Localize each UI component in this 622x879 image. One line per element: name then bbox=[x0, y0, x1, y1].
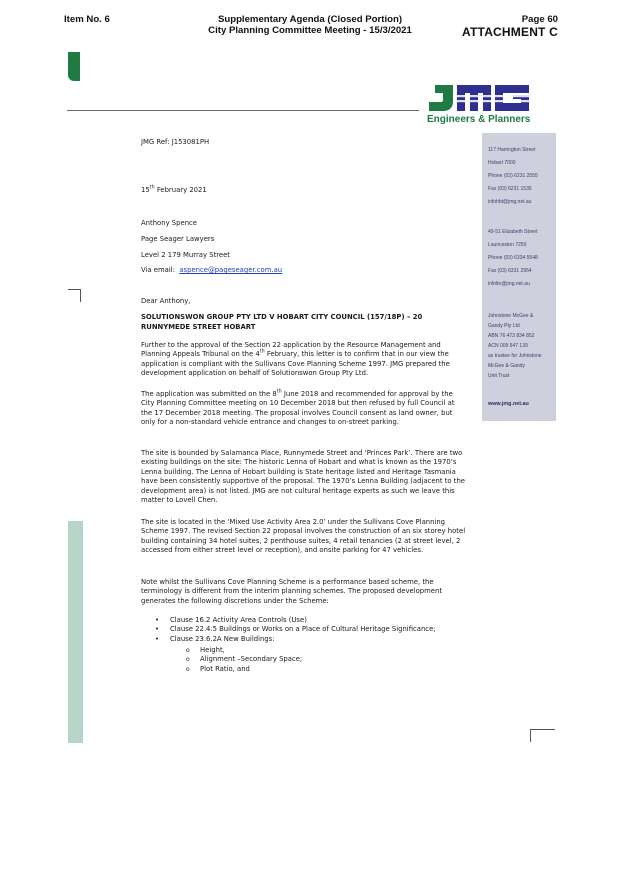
trust-line: as trustee for Johnstone bbox=[488, 353, 542, 359]
list-item: • Clause 16.2 Activity Area Controls (Use) bbox=[141, 616, 471, 625]
paragraph-site: The site is bounded by Salamanca Place, Runnymede Street and ‘Princes Park’. There are two existing buildings on the site: The historic Lenna of Hobart and what is known as the 1970’s Lenna building. The Lenna of Hobart building is State heritage listed and Heritage Tasmania have been consistently supportive of the proposal. The 1970’s Lenna Building (adjacent to the development area) is not listed. JMG are not cultural heritage experts as such we leave this matter to Lovell Chen. bbox=[141, 449, 466, 505]
hobart-phone: Phone (03) 6231 2555 bbox=[488, 173, 538, 179]
page-info bbox=[462, 14, 558, 39]
crop-mark-bottom bbox=[530, 729, 555, 742]
trust-acn: ACN 009 547 139 bbox=[488, 343, 528, 349]
launceston-street: 49-51 Elizabeth Street bbox=[488, 229, 538, 235]
agenda-header bbox=[160, 14, 460, 36]
launceston-fax: Fax (03) 6331 2954 bbox=[488, 268, 532, 274]
reference: JMG Ref: J153081PH bbox=[141, 138, 210, 146]
subject-line: SOLUTIONSWON GROUP PTY LTD V HOBART CITY COUNCIL (157/18P) – 20 bbox=[141, 313, 423, 321]
attachment-label: ATTACHMENT C bbox=[462, 25, 558, 39]
letterhead-tab bbox=[68, 52, 80, 81]
recipient-email-line bbox=[141, 266, 282, 275]
recipient-email-link[interactable]: aspence@pageseager.com.au bbox=[179, 266, 283, 274]
list-item: o Alignment –Secondary Space; bbox=[141, 655, 302, 664]
letterhead-rule bbox=[67, 110, 419, 111]
margin-bar bbox=[68, 521, 83, 743]
trust-line: Gandy Pty Ltd bbox=[488, 323, 520, 329]
list-item: o Plot Ratio, and bbox=[141, 665, 302, 674]
recipient-name: Anthony Spence bbox=[141, 219, 197, 227]
paragraph-submission: The application was submitted on the 8th June 2018 and recommended for approval by the City Planning Committee meeting on 10 December 2018 but then refused by full Council at the 17 December 2018 meeting. The proposal involves Council consent as land owner, but only for a non-standard vehicle entrance and changes to on-street parking. bbox=[141, 389, 455, 427]
salutation: Dear Anthony, bbox=[141, 297, 191, 305]
trust-line: Johnstone McGee & bbox=[488, 313, 534, 319]
meeting-title: City Planning Committee Meeting - 15/3/2021 bbox=[208, 25, 412, 36]
hobart-fax: Fax (03) 6231 1535 bbox=[488, 186, 532, 192]
paragraph-discretions: Note whilst the Sullivans Cove Planning Scheme is a performance based scheme, the terminology is different from the interim planning schemes. The proposed development generates the following discretions under the Scheme: bbox=[141, 578, 443, 605]
hobart-city: Hobart 7000 bbox=[488, 160, 516, 166]
clause-list bbox=[141, 616, 471, 644]
paragraph-approval: Further to the approval of the Section 22 application by the Resource Management and Planning Appeals Tribunal on the 4th February, this letter is to confirm that in our view the application is compliant with the Sullivans Cove Planning Scheme 1997. JMG prepared the development application on behalf of Solutionswon Group Pty Ltd. bbox=[141, 341, 450, 378]
agenda-title: Supplementary Agenda (Closed Portion) bbox=[217, 14, 403, 25]
paragraph-location: The site is located in the ‘Mixed Use Activity Area 2.0’ under the Sullivans Cove Planning Scheme 1997. The revised Section 22 proposal involves the construction of an six storey hotel building containing 34 hotel suites, 2 penthouse suites, 4 retail tenancies (2 at street level, 2 accessed from either street level or reception), and onsite parking for 47 vehicles. bbox=[141, 518, 466, 555]
trust-abn: ABN 76 473 834 852 bbox=[488, 333, 535, 339]
email-label: Via email: bbox=[141, 266, 175, 274]
hobart-email[interactable]: infohbt@jmg.net.au bbox=[488, 199, 532, 205]
launceston-email[interactable]: infoltn@jmg.net.au bbox=[488, 281, 530, 287]
jmg-logo bbox=[427, 83, 531, 113]
launceston-city: Launceston 7250 bbox=[488, 242, 527, 248]
item-number: Item No. 6 bbox=[64, 14, 110, 25]
hobart-street: 117 Harrington Street bbox=[488, 147, 536, 153]
crop-mark-top bbox=[68, 289, 81, 302]
recipient-firm: Page Seager Lawyers bbox=[141, 235, 215, 243]
logo-subtitle: Engineers & Planners bbox=[427, 114, 531, 125]
website-link[interactable]: www.jmg.net.au bbox=[488, 401, 529, 407]
trust-line: Unit Trust bbox=[488, 373, 510, 379]
list-item: • Clause 23.6.2A New Buildings: bbox=[141, 635, 471, 644]
launceston-phone: Phone (03) 6334 5548 bbox=[488, 255, 538, 261]
list-item: • Clause 22.4.5 Buildings or Works on a Place of Cultural Heritage Significance; bbox=[141, 625, 471, 634]
subclause-list bbox=[141, 646, 302, 674]
page-number: Page 60 bbox=[521, 14, 558, 25]
trust-line: McGee & Gandy bbox=[488, 363, 525, 369]
recipient-address: Level 2 179 Murray Street bbox=[141, 251, 230, 259]
letter-date: 15th February 2021 bbox=[141, 185, 207, 194]
subject-line: RUNNYMEDE STREET HOBART bbox=[141, 323, 256, 331]
list-item: o Height, bbox=[141, 646, 302, 655]
